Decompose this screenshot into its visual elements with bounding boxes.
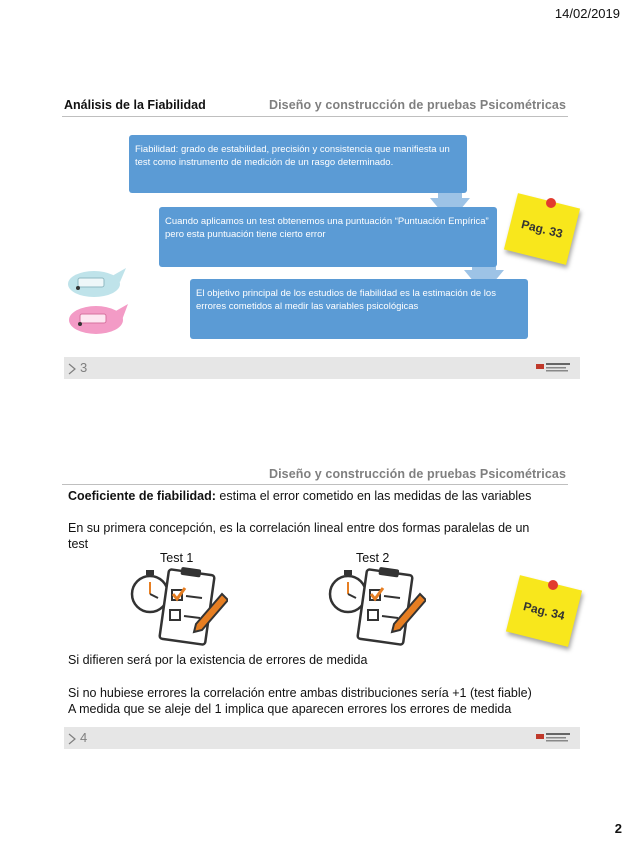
note-label: Pag. 34: [521, 599, 567, 623]
pushpin-icon: [548, 580, 558, 590]
chevron-right-icon: [68, 733, 76, 745]
checklist-stopwatch-icon: [326, 564, 426, 646]
sticky-note: [504, 193, 580, 265]
slide2-footer: [64, 727, 580, 749]
chevron-right-icon: [68, 363, 76, 375]
date: 14/02/2019: [554, 6, 620, 21]
objective-box: El objetivo principal de los estudios de fiabilidad es la estimación de los errores cometidos al medir las variables psicológicas: [190, 279, 528, 339]
pushpin-icon: [546, 198, 556, 208]
slide1-subject: Diseño y construcción de pruebas Psicométricas: [268, 98, 566, 112]
test2-label: Test 2: [356, 551, 390, 565]
deviation-text: A medida que se aleje del 1 implica que aparecen errores los errores de medida: [68, 702, 512, 716]
slide1-rule: [62, 116, 568, 117]
slide2-rule: [62, 484, 568, 485]
university-logo-icon: [536, 361, 572, 375]
no-errors-text: Si no hubiese errores la correlación entre ambas distribuciones sería +1 (test fiable): [68, 686, 532, 700]
slide-number: 3: [80, 360, 88, 375]
empirical-score-box: Cuando aplicamos un test obtenemos una puntuación “Puntuación Empírica” pero esta puntuación tiene cierto error: [159, 207, 497, 267]
page-number: 2: [614, 821, 622, 836]
slide1-footer: [64, 357, 580, 379]
slide2-subject: Diseño y construcción de pruebas Psicométricas: [268, 467, 566, 481]
dolphin-thermometer-icon: [62, 264, 128, 340]
differ-text: Si difieren será por la existencia de errores de medida: [68, 653, 368, 667]
reliability-coefficient-text: Coeficiente de fiabilidad: estima el error cometido en las medidas de las variables: [68, 489, 532, 503]
first-conception-text: En su primera concepción, es la correlación lineal entre dos formas paralelas de un test: [68, 521, 530, 551]
checklist-stopwatch-icon: [128, 564, 228, 646]
slide-number: 4: [80, 730, 88, 745]
note-label: Pag. 33: [519, 217, 565, 241]
definition-box: Fiabilidad: grado de estabilidad, precisión y consistencia que manifiesta un test como instrumento de medición de un rasgo determinado.: [129, 135, 467, 193]
sticky-note: [506, 575, 582, 647]
test1-label: Test 1: [160, 551, 194, 565]
university-logo-icon: [536, 731, 572, 745]
slide1-title: Análisis de la Fiabilidad: [64, 98, 206, 112]
